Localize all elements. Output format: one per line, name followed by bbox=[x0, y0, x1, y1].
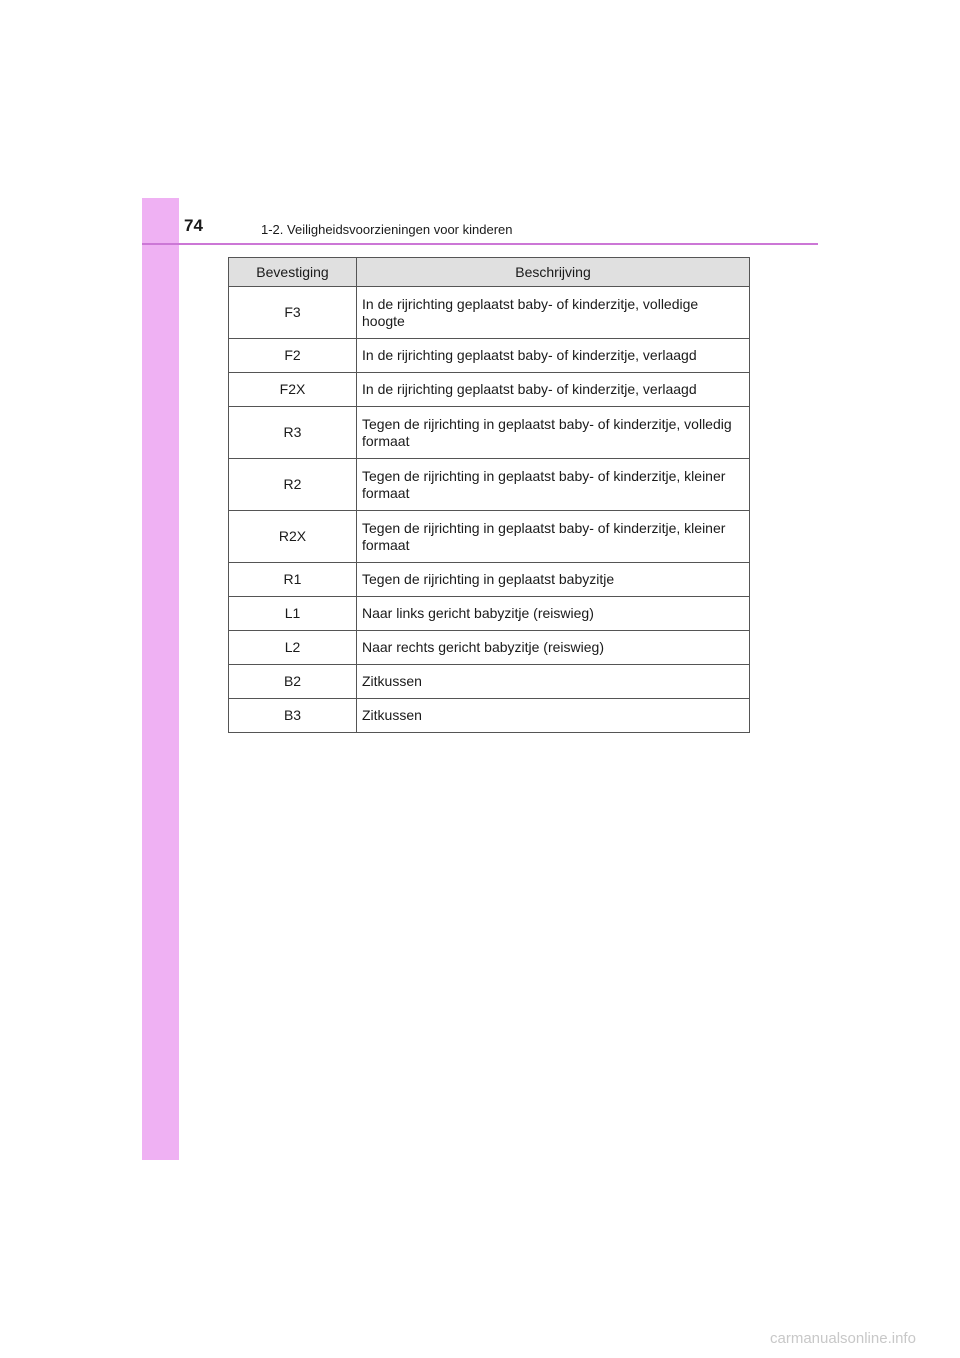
site-watermark: carmanualsonline.info bbox=[770, 1330, 916, 1347]
table-row bbox=[229, 665, 750, 699]
header-divider bbox=[142, 243, 818, 245]
chapter-side-band bbox=[142, 198, 179, 1160]
fitting-description: Zitkussen bbox=[357, 665, 750, 699]
table-row bbox=[229, 597, 750, 631]
fitting-code: R2 bbox=[229, 459, 357, 511]
section-title: 1-2. Veiligheidsvoorzieningen voor kinderen bbox=[261, 222, 513, 237]
fitting-table bbox=[228, 257, 750, 733]
fitting-description: Naar rechts gericht babyzitje (reiswieg) bbox=[357, 631, 750, 665]
table-row bbox=[229, 287, 750, 339]
table-row bbox=[229, 563, 750, 597]
table-row bbox=[229, 339, 750, 373]
fitting-code: F2 bbox=[229, 339, 357, 373]
fitting-description: In de rijrichting geplaatst baby- of kinderzitje, volledige hoogte bbox=[357, 287, 750, 339]
table-row bbox=[229, 631, 750, 665]
fitting-code: B3 bbox=[229, 699, 357, 733]
fitting-description: Tegen de rijrichting in geplaatst baby- of kinderzitje, kleiner formaat bbox=[357, 511, 750, 563]
fitting-description: In de rijrichting geplaatst baby- of kinderzitje, verlaagd bbox=[357, 373, 750, 407]
fitting-code: B2 bbox=[229, 665, 357, 699]
table-row bbox=[229, 699, 750, 733]
column-header-description: Beschrijving bbox=[357, 258, 750, 287]
fitting-code: F3 bbox=[229, 287, 357, 339]
fitting-code: R1 bbox=[229, 563, 357, 597]
fitting-description: In de rijrichting geplaatst baby- of kinderzitje, verlaagd bbox=[357, 339, 750, 373]
table-row bbox=[229, 373, 750, 407]
table-row bbox=[229, 459, 750, 511]
fitting-code: R3 bbox=[229, 407, 357, 459]
fitting-code: L1 bbox=[229, 597, 357, 631]
fitting-description: Zitkussen bbox=[357, 699, 750, 733]
fitting-description: Naar links gericht babyzitje (reiswieg) bbox=[357, 597, 750, 631]
fitting-description: Tegen de rijrichting in geplaatst baby- of kinderzitje, volledig formaat bbox=[357, 407, 750, 459]
fitting-description: Tegen de rijrichting in geplaatst baby- of kinderzitje, kleiner formaat bbox=[357, 459, 750, 511]
column-header-fitting: Bevestiging bbox=[229, 258, 357, 287]
fitting-description: Tegen de rijrichting in geplaatst babyzitje bbox=[357, 563, 750, 597]
page-number: 74 bbox=[184, 216, 203, 235]
fitting-code: L2 bbox=[229, 631, 357, 665]
table-row bbox=[229, 407, 750, 459]
table-header-row bbox=[229, 258, 750, 287]
fitting-code: F2X bbox=[229, 373, 357, 407]
fitting-code: R2X bbox=[229, 511, 357, 563]
table-row bbox=[229, 511, 750, 563]
